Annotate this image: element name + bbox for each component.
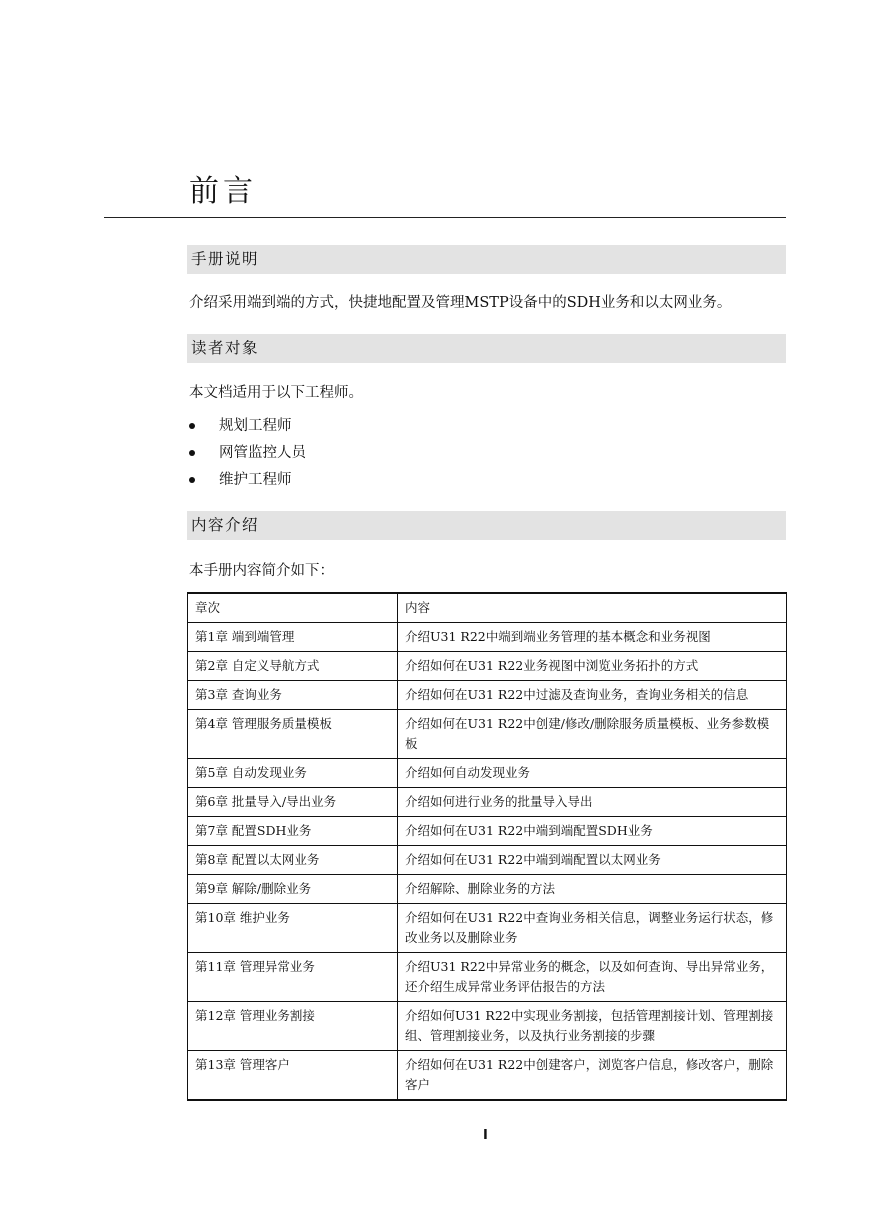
chapter-cell: 第3章 查询业务 (188, 681, 398, 710)
column-header-content: 内容 (398, 593, 787, 623)
list-item: 网管监控人员 (189, 443, 306, 470)
content-cell: 介绍如何在U31 R22业务视图中浏览业务拓扑的方式 (398, 652, 787, 681)
audience-list (189, 416, 306, 497)
manual-description: 介绍采用端到端的方式，快捷地配置及管理MSTP设备中的SDH业务和以太网业务。 (189, 295, 732, 311)
content-cell: 介绍如何自动发现业务 (398, 759, 787, 788)
table-row (188, 846, 787, 875)
table-row (188, 710, 787, 759)
page-number: I (483, 1128, 488, 1143)
table-row (188, 1002, 787, 1051)
content-cell: 介绍如何在U31 R22中过滤及查询业务，查询业务相关的信息 (398, 681, 787, 710)
content-cell: 介绍如何在U31 R22中端到端配置以太网业务 (398, 846, 787, 875)
table-row (188, 904, 787, 953)
chapter-cell: 第9章 解除/删除业务 (188, 875, 398, 904)
content-cell: 介绍如何在U31 R22中创建/修改/删除服务质量模板、业务参数模板 (398, 710, 787, 759)
table-row (188, 788, 787, 817)
audience-intro: 本文档适用于以下工程师。 (189, 385, 363, 401)
content-cell: 介绍如何在U31 R22中端到端配置SDH业务 (398, 817, 787, 846)
chapter-cell: 第11章 管理异常业务 (188, 953, 398, 1002)
chapter-cell: 第12章 管理业务割接 (188, 1002, 398, 1051)
section-heading-contents: 内容介绍 (187, 511, 786, 540)
content-cell: 介绍如何在U31 R22中查询业务相关信息，调整业务运行状态，修改业务以及删除业务 (398, 904, 787, 953)
content-cell: 介绍解除、删除业务的方法 (398, 875, 787, 904)
table-row (188, 953, 787, 1002)
chapter-cell: 第4章 管理服务质量模板 (188, 710, 398, 759)
content-cell: 介绍如何U31 R22中实现业务割接，包括管理割接计划、管理割接组、管理割接业务，以及执行业务割接的步骤 (398, 1002, 787, 1051)
bullet-icon (189, 477, 195, 483)
chapter-cell: 第6章 批量导入/导出业务 (188, 788, 398, 817)
section-heading-manual: 手册说明 (187, 245, 786, 274)
table-row (188, 652, 787, 681)
chapter-cell: 第2章 自定义导航方式 (188, 652, 398, 681)
bullet-icon (189, 423, 195, 429)
chapter-cell: 第13章 管理客户 (188, 1051, 398, 1101)
bullet-icon (189, 450, 195, 456)
contents-intro: 本手册内容简介如下： (189, 563, 334, 579)
list-item: 规划工程师 (189, 416, 306, 443)
page-title: 前言 (189, 174, 257, 209)
table-row (188, 817, 787, 846)
chapter-table (187, 592, 787, 1101)
column-header-chapter: 章次 (188, 593, 398, 623)
chapter-cell: 第10章 维护业务 (188, 904, 398, 953)
content-cell: 介绍U31 R22中异常业务的概念，以及如何查询、导出异常业务，还介绍生成异常业务评估报告的方法 (398, 953, 787, 1002)
list-item: 维护工程师 (189, 470, 306, 497)
chapter-cell: 第5章 自动发现业务 (188, 759, 398, 788)
table-row (188, 623, 787, 652)
table-row (188, 875, 787, 904)
chapter-cell: 第7章 配置SDH业务 (188, 817, 398, 846)
content-cell: 介绍如何进行业务的批量导入导出 (398, 788, 787, 817)
chapter-cell: 第1章 端到端管理 (188, 623, 398, 652)
table-row (188, 1051, 787, 1101)
chapter-cell: 第8章 配置以太网业务 (188, 846, 398, 875)
content-cell: 介绍U31 R22中端到端业务管理的基本概念和业务视图 (398, 623, 787, 652)
table-header-row (188, 593, 787, 623)
section-heading-audience: 读者对象 (187, 334, 786, 363)
table-row (188, 681, 787, 710)
content-cell: 介绍如何在U31 R22中创建客户，浏览客户信息，修改客户，删除客户 (398, 1051, 787, 1101)
table-row (188, 759, 787, 788)
title-rule (104, 217, 786, 218)
